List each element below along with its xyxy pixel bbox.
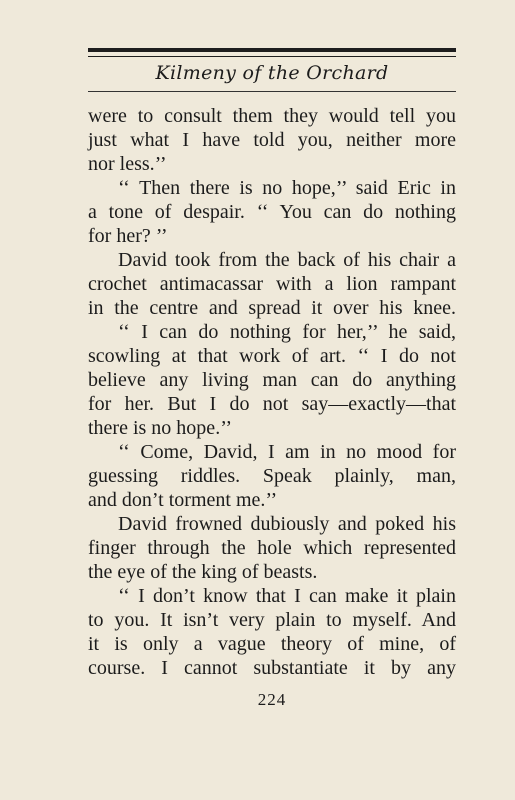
text-line: the eye of the king of beasts. xyxy=(88,561,318,583)
text-line: to you. It isn’t very plain to myself. And xyxy=(88,609,456,631)
text-line: were to consult them they would tell you xyxy=(88,105,456,127)
text-line: and don’t torment me.’’ xyxy=(88,489,278,511)
text-line: believe any living man can do anything xyxy=(88,369,456,391)
header-rule-under xyxy=(88,91,456,92)
text-line: in the centre and spread it over his knee. xyxy=(88,297,456,319)
text-line: David took from the back of his chair a xyxy=(118,249,456,271)
text-line: David frowned dubiously and poked his xyxy=(118,513,456,535)
text-line: course. I cannot substantiate it by any xyxy=(88,657,456,679)
text-line: ‘‘ Then there is no hope,’’ said Eric in xyxy=(118,177,456,199)
text-line: there is no hope.’’ xyxy=(88,417,233,439)
text-line: finger through the hole which represented xyxy=(88,537,456,559)
text-line: nor less.’’ xyxy=(88,153,167,175)
text-line: crochet antimacassar with a lion rampant xyxy=(88,273,456,295)
text-line: scowling at that work of art. ‘‘ I do not xyxy=(88,345,456,367)
text-line: just what I have told you, neither more xyxy=(88,129,456,151)
text-line: ‘‘ I don’t know that I can make it plain xyxy=(118,585,456,607)
text-line: guessing riddles. Speak plainly, man, xyxy=(88,465,456,487)
text-line: ‘‘ I can do nothing for her,’’ he said, xyxy=(118,321,456,343)
running-head-title: Kilmeny of the Orchard xyxy=(155,62,389,84)
text-line: for her. But I do not say—exactly—that xyxy=(88,393,456,415)
text-line: for her? ’’ xyxy=(88,225,168,247)
text-line: it is only a vague theory of mine, of xyxy=(88,633,456,655)
text-line: a tone of despair. ‘‘ You can do nothing xyxy=(88,201,456,223)
page-number: 224 xyxy=(257,690,287,709)
header-rule-thick xyxy=(88,48,456,52)
text-line: ‘‘ Come, David, I am in no mood for xyxy=(118,441,456,463)
header-rule-thin xyxy=(88,56,456,57)
